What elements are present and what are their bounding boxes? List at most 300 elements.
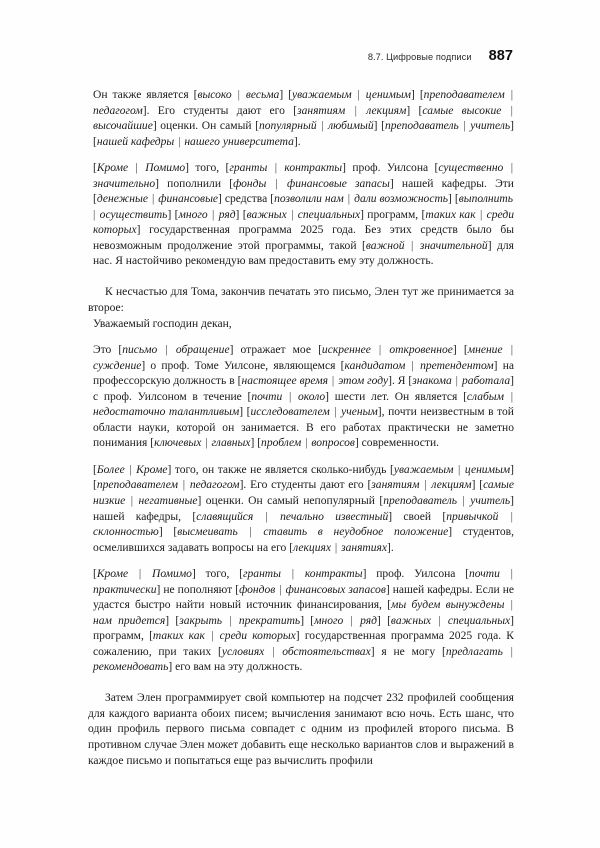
alternative-option: занятиям — [297, 104, 346, 117]
alternative-group — [248, 391, 329, 403]
bracket-open: [ — [255, 120, 259, 133]
alternative-option: славящийся — [196, 510, 254, 523]
alternative-group — [318, 344, 457, 356]
bracket-open: [ — [150, 437, 155, 450]
alternative-option: любимый — [328, 120, 374, 133]
letter-one-paragraph-2: [Кроме | Помимо] того, [гранты | контракты] проф. Уилсона [существенно | значительно] пополнили [фонды | финансовые запасы] нашей кафедры. Эти [денежные | финансовые] средства [позволили нам | дали возможность] [выполнить | осуществить] [много | ряд] [важных | специальных] программ, [таких как | среди которых] государственная программа 2025 года. Без этих средств было бы невозможным продолжение этой программы, такой [важной | значительной] для нас. Я настойчиво рекомендую вам предоставить ему эту должность. — [93, 162, 514, 268]
alternative-separator: | — [328, 375, 338, 388]
alternative-option: почти — [469, 568, 500, 581]
alternative-option: важных — [390, 614, 432, 627]
bracket-open: [ — [318, 344, 322, 357]
alternative-option: Кроме — [96, 568, 129, 581]
alternative-option: существенно — [438, 162, 504, 175]
alternative-option: специальных — [297, 208, 361, 221]
alternative-separator: | — [158, 344, 175, 357]
alternative-group — [226, 162, 346, 174]
bracket-close: ] — [168, 661, 173, 674]
alternative-group — [93, 136, 298, 148]
bracket-close: ] — [448, 526, 453, 539]
alternative-option: учитель — [470, 494, 511, 507]
alternative-option: преподаватель — [383, 494, 458, 507]
bracket-open: [ — [257, 437, 262, 450]
bracket-close: ] — [165, 614, 170, 627]
alternative-option: самые низкие — [93, 479, 514, 507]
bracket-open: [ — [418, 104, 423, 117]
alternative-option: проблем — [261, 437, 302, 450]
bracket-close: ] — [279, 89, 284, 101]
alternative-group — [93, 568, 196, 580]
alternative-option: закрыть — [179, 614, 223, 627]
bracket-close: ] — [493, 359, 498, 372]
bracket-open: [ — [454, 193, 459, 206]
alternative-option: откровенное — [389, 344, 453, 357]
alternative-option: нашего университета — [184, 135, 294, 148]
bracket-open: [ — [93, 193, 97, 206]
alternative-option: практически — [93, 583, 157, 596]
bracket-close: ] — [185, 162, 190, 175]
bracket-open: [ — [247, 390, 252, 403]
alternative-option: финансовых запасов — [285, 583, 386, 596]
bracket-close: ] — [510, 120, 514, 133]
alternative-separator: | — [175, 135, 184, 148]
bracket-close: ] — [191, 568, 196, 581]
alternative-separator: | — [208, 208, 218, 221]
alternative-option: Кроме — [96, 162, 129, 175]
bracket-open: [ — [421, 208, 426, 221]
bracket-close: ] — [389, 177, 394, 190]
bracket-open: [ — [340, 359, 345, 372]
bracket-open: [ — [225, 162, 230, 175]
alternative-group — [239, 568, 366, 580]
alternative-separator: | — [148, 193, 158, 206]
alternative-option: педагогом — [189, 479, 240, 492]
alternative-option: уважаемым — [393, 463, 454, 476]
bracket-close: ] — [136, 224, 141, 237]
alternative-option: важных — [246, 208, 287, 221]
alternative-option: преподавателем — [423, 89, 505, 101]
alternative-separator: | — [502, 104, 513, 117]
alternative-group — [288, 89, 415, 101]
alternative-separator: | — [238, 526, 263, 539]
alternative-option: привычкой — [446, 510, 499, 523]
alternative-option: лекциях — [293, 541, 331, 554]
alternative-separator: | — [499, 510, 513, 523]
alternative-option: занятиям — [371, 479, 420, 492]
bridge-paragraph: К несчастью для Тома, закончив печатать это письмо, Элен тут же принимается за второе: — [88, 286, 514, 314]
bracket-open: [ — [479, 479, 484, 492]
alternative-group — [194, 89, 284, 101]
alternative-separator: | — [281, 568, 304, 581]
alternative-option: дали возможность — [354, 193, 449, 206]
bracket-open: [ — [229, 177, 234, 190]
bracket-close: ] — [325, 390, 329, 403]
alternative-option: почти — [251, 390, 283, 403]
bracket-open: [ — [93, 479, 97, 492]
alternative-separator: | — [344, 614, 360, 627]
alternative-option: мы будем вынуждены — [391, 599, 505, 612]
bracket-close: ] — [387, 541, 391, 554]
alternative-option: недостаточно талантливым — [93, 406, 240, 419]
letter-one-paragraph-1: Он также является [высоко | весьма] [уважаемым | ценимым] [преподавателем | педагогом]. Его студенты дают его [занятиям | лекциям] [самые высокие | высочайшие] оценки. Он самый [популярный | любимый] [преподаватель | учитель] [нашей кафедры | нашего университета]. — [93, 89, 514, 148]
bracket-open: [ — [442, 510, 447, 523]
alternative-separator: | — [283, 390, 297, 403]
alternative-separator: | — [125, 463, 136, 476]
alternative-separator: | — [330, 406, 341, 419]
bracket-open: [ — [239, 568, 244, 581]
bracket-open: [ — [235, 583, 240, 596]
alternative-option: гранты — [243, 568, 281, 581]
alternative-group — [367, 479, 475, 491]
letter-two-salutation: Уважаемый господин декан, — [93, 317, 232, 330]
alternative-option: обращение — [175, 344, 230, 357]
bracket-open: [ — [310, 614, 315, 627]
bracket-close: ] — [388, 375, 392, 388]
bracket-close: ] — [360, 208, 364, 221]
alternative-separator: | — [93, 208, 99, 221]
alternative-separator: | — [267, 177, 287, 190]
alternative-separator: | — [505, 390, 514, 403]
alternative-option: ключевых — [154, 437, 202, 450]
alternative-group — [257, 437, 359, 449]
alternative-option: мнение — [467, 344, 503, 357]
alternative-option: педагогом — [93, 104, 143, 117]
alternative-separator: | — [346, 104, 366, 117]
alternative-group — [93, 479, 243, 491]
alternative-option: преподаватель — [384, 120, 459, 133]
alternative-option: занятиях — [341, 541, 388, 554]
bracket-open: [ — [192, 510, 197, 523]
alternative-group — [235, 584, 389, 596]
alternative-separator: | — [459, 120, 470, 133]
alternative-option: гранты — [229, 162, 268, 175]
alternative-group — [289, 542, 391, 554]
alternative-separator: | — [317, 120, 328, 133]
alternative-separator: | — [302, 437, 311, 450]
alternative-option: Кроме — [136, 463, 168, 476]
alternative-option: специальных — [447, 614, 511, 627]
alternative-separator: | — [178, 479, 189, 492]
alternative-option: кандидатом — [344, 359, 406, 372]
alternative-option: ряд — [360, 614, 377, 627]
bracket-close: ] — [406, 104, 411, 117]
alternative-option: высоко — [197, 89, 232, 101]
alternative-separator: | — [254, 510, 280, 523]
alternative-option: предлагать — [445, 645, 503, 658]
bracket-open: [ — [441, 645, 446, 658]
bracket-close: ] — [411, 89, 415, 101]
alternative-option: Более — [96, 463, 125, 476]
alternative-option: популярный — [258, 120, 317, 133]
alternative-option: Помимо — [152, 568, 192, 581]
bracket-open: [ — [367, 479, 372, 492]
bracket-open: [ — [379, 494, 384, 507]
running-head-section-title: 8.7. Цифровые подписи — [367, 52, 472, 62]
alternative-separator: | — [126, 494, 138, 507]
alternative-separator: | — [476, 208, 486, 221]
alternative-group — [175, 615, 304, 627]
alternative-option: самые высокие — [422, 104, 502, 117]
alternative-option: осуществить — [99, 208, 168, 221]
bracket-close: ] — [510, 463, 514, 476]
alternative-option: таких как — [425, 208, 476, 221]
alternative-group — [387, 615, 514, 627]
alternative-separator: | — [371, 344, 389, 357]
alternative-option: значительной — [419, 239, 488, 252]
bracket-close: ] — [510, 614, 515, 627]
alternative-option: много — [314, 614, 344, 627]
bracket-close: ] — [142, 104, 147, 117]
bracket-open: [ — [465, 568, 470, 581]
alternative-option: среди которых — [219, 630, 296, 643]
alternative-option: таких как — [152, 630, 205, 643]
alternative-option: финансовые — [158, 193, 219, 206]
letter-two-paragraph-3: [Кроме | Помимо] того, [гранты | контракты] проф. Уилсона [почти | практически] не пополняют [фондов | финансовых запасов] нашей кафедры. Если не удастся быстро найти новый источник финансирования, [мы будем вынуждены | нам придется] [закрыть | прекратить] [много | ряд] [важных | специальных] программ, [таких как | среди которых] государственная программа 2025 года. К сожалению, при таких [условиях | обстоятельствах] я не могу [предлагать | рекомендовать] его вам на эту должность. — [93, 568, 515, 674]
alternative-group — [243, 209, 364, 221]
alternative-separator: | — [202, 437, 211, 450]
alternative-group — [93, 162, 189, 174]
bracket-open: [ — [242, 208, 247, 221]
alternative-option: рекомендовать — [93, 661, 169, 674]
alternative-option: финансовые запасы — [287, 177, 390, 190]
alternative-option: искреннее — [321, 344, 371, 357]
alternative-option: печально известный — [280, 510, 389, 523]
alternative-separator: | — [265, 645, 282, 658]
alternative-option: претендентом — [420, 359, 494, 372]
bracket-open: [ — [149, 630, 153, 643]
bracket-open: [ — [387, 614, 391, 627]
alternative-option: уважаемым — [292, 89, 352, 101]
bracket-open: [ — [118, 344, 123, 357]
bracket-open: [ — [93, 162, 97, 175]
bracket-close: ] — [373, 120, 378, 133]
alternative-separator: | — [420, 479, 431, 492]
alternative-option: лекциям — [366, 104, 407, 117]
alternative-option: исследователем — [250, 406, 330, 419]
bracket-close: ] — [452, 344, 457, 357]
alternative-group — [118, 344, 233, 356]
bracket-close: ] — [471, 479, 476, 492]
alternative-separator: | — [268, 162, 284, 175]
alternative-separator: | — [505, 599, 513, 612]
bracket-open: [ — [434, 162, 439, 175]
alternative-group — [255, 120, 377, 132]
bracket-open: [ — [246, 406, 251, 419]
alternative-separator: | — [458, 494, 470, 507]
bracket-close: ] — [377, 406, 382, 419]
bracket-close: ] — [167, 463, 172, 476]
alternative-separator: | — [344, 193, 354, 206]
alternative-group — [310, 615, 381, 627]
alternative-group — [150, 437, 254, 449]
bracket-open: [ — [217, 645, 222, 658]
alternative-option: контракты — [284, 162, 343, 175]
alternative-option: ценимым — [464, 463, 511, 476]
alternative-separator: | — [129, 162, 145, 175]
alternative-option: позволили нам — [274, 193, 344, 206]
alternative-separator: | — [432, 614, 447, 627]
bracket-close: ] — [510, 375, 514, 388]
bracket-open: [ — [93, 135, 97, 148]
alternative-group — [270, 193, 452, 205]
alternative-separator: | — [223, 614, 238, 627]
alternative-group — [390, 464, 514, 476]
alternative-separator: | — [205, 630, 219, 643]
bracket-open: [ — [93, 568, 97, 581]
bracket-close: ] — [510, 494, 514, 507]
bracket-close: ] — [158, 526, 163, 539]
closing-paragraph: Затем Элен программирует свой компьютер на подсчет 232 профилей сообщения для каждого варианта обоих писем; вычисления занимают всю ночь. Есть шанс, что один профиль первого письма совпадет с одним из профилей второго письма. В противном случае Элен может добавить еще несколько вариантов слов и выражений в каждое письмо и попытаться еще раз вычислить профили — [88, 692, 514, 767]
alternative-option: работала — [461, 375, 511, 388]
alternative-option: ученым — [341, 406, 378, 419]
bracket-close: ] — [293, 135, 298, 148]
bracket-close: ] — [448, 193, 452, 206]
bracket-close: ] — [156, 583, 161, 596]
alternative-group — [293, 105, 410, 117]
bracket-close: ] — [250, 437, 255, 450]
alternative-option: настоящее время — [241, 375, 328, 388]
bracket-open: [ — [387, 599, 392, 612]
bracket-close: ] — [229, 344, 234, 357]
alternative-group — [362, 240, 492, 252]
alternative-option: среди которых — [93, 208, 514, 237]
alternative-separator: | — [331, 541, 341, 554]
alternative-group — [408, 375, 514, 387]
alternative-separator: | — [129, 568, 151, 581]
alternative-option: денежные — [96, 193, 148, 206]
text-column — [88, 88, 514, 769]
alternative-separator: | — [505, 89, 514, 101]
alternative-group — [341, 360, 498, 372]
alternative-option: вопросов — [311, 437, 355, 450]
alternative-option: значительно — [93, 177, 156, 190]
alternative-option: склонностью — [93, 526, 159, 539]
alternative-option: главных — [211, 437, 251, 450]
bracket-open: [ — [175, 614, 180, 627]
alternative-option: фонды — [233, 177, 267, 190]
alternative-option: около — [297, 390, 326, 403]
bracket-open: [ — [174, 208, 179, 221]
alternative-group — [192, 511, 392, 523]
alternative-separator: | — [276, 583, 285, 596]
alternative-group — [173, 526, 452, 538]
bracket-close: ] — [235, 208, 240, 221]
alternative-option: преподавателем — [96, 479, 178, 492]
alternative-group — [238, 375, 392, 387]
bracket-close: ] — [354, 437, 359, 450]
alternative-group — [247, 406, 382, 418]
bracket-open: [ — [173, 526, 178, 539]
alternative-separator: | — [500, 568, 513, 581]
alternative-group — [175, 209, 240, 221]
alternative-separator: | — [406, 359, 420, 372]
bracket-open: [ — [361, 239, 366, 252]
alternative-separator: | — [287, 208, 297, 221]
page-number: 887 — [488, 48, 513, 64]
bracket-close: ] — [239, 406, 244, 419]
bracket-close: ] — [370, 645, 375, 658]
bracket-close: ] — [167, 208, 172, 221]
bracket-close: ] — [376, 614, 381, 627]
bracket-open: [ — [237, 375, 242, 388]
alternative-option: знакома — [412, 375, 452, 388]
alternative-group — [93, 464, 171, 476]
letter-two-paragraph-2: [Более | Кроме] того, он также не является сколько-нибудь [уважаемым | ценимым] [преподавателем | педагогом]. Его студенты дают его [занятиям | лекциям] [самые низкие | негативные] оценки. Он самый непопулярный [преподаватель | учитель] нашей кафедры, [славящийся | печально известный] своей [привычкой | склонностью] [высмеивать | ставить в неудобное положение] студентов, осмелившихся задавать вопросы на его [лекциях | занятиях]. — [93, 463, 515, 554]
bracket-open: [ — [381, 120, 385, 133]
alternative-option: учитель — [470, 120, 511, 133]
alternative-option: ценимым — [365, 89, 412, 101]
alternative-option: негативные — [138, 494, 198, 507]
alternative-option: обстоятельствах — [282, 645, 371, 658]
alternative-option: контракты — [304, 568, 363, 581]
alternative-group — [381, 120, 514, 132]
alternative-separator: | — [504, 162, 513, 175]
alternative-option: высмеивать — [177, 526, 238, 539]
bracket-close: ] — [152, 120, 157, 133]
alternative-separator: | — [503, 645, 513, 658]
alternative-separator: | — [452, 375, 461, 388]
bracket-close: ] — [239, 479, 244, 492]
bracket-close: ] — [385, 583, 390, 596]
alternative-group — [229, 178, 393, 190]
alternative-option: лекциям — [431, 479, 472, 492]
alternative-option: письмо — [122, 344, 158, 357]
bracket-open: [ — [408, 375, 413, 388]
running-head — [88, 48, 513, 68]
alternative-separator: | — [454, 463, 464, 476]
bracket-close: ] — [141, 359, 146, 372]
alternative-option: выполнить — [458, 193, 513, 206]
bracket-open: [ — [463, 390, 467, 403]
bracket-close: ] — [342, 162, 346, 175]
bracket-open: [ — [193, 89, 198, 101]
bracket-open: [ — [293, 104, 298, 117]
alternative-option: фондов — [239, 583, 276, 596]
bracket-open: [ — [93, 463, 97, 476]
alternative-option: ставить в неудобное положение — [263, 526, 449, 539]
bracket-close: ] — [487, 239, 492, 252]
alternative-separator: | — [352, 89, 365, 101]
alternative-group — [93, 193, 222, 205]
alternative-option: высочайшие — [93, 120, 153, 133]
bracket-close: ] — [218, 193, 222, 206]
bracket-open: [ — [463, 344, 468, 357]
bracket-open: [ — [288, 89, 292, 101]
alternative-option: нам придется — [93, 614, 166, 627]
alternative-option: этом году — [338, 375, 389, 388]
alternative-option: прекратить — [238, 614, 301, 627]
bracket-close: ] — [388, 510, 393, 523]
bracket-open: [ — [419, 89, 424, 101]
alternative-option: условиях — [221, 645, 265, 658]
alternative-option: ряд — [218, 208, 236, 221]
alternative-option: Помимо — [145, 162, 186, 175]
alternative-option: много — [178, 208, 208, 221]
alternative-option: весьма — [245, 89, 280, 101]
alternative-separator: | — [232, 89, 245, 101]
bracket-close: ] — [362, 568, 367, 581]
alternative-separator: | — [503, 344, 514, 357]
alternative-group — [149, 630, 300, 642]
bracket-open: [ — [390, 463, 394, 476]
bracket-close: ] — [295, 630, 300, 643]
bracket-open: [ — [289, 541, 294, 554]
bracket-close: ] — [300, 614, 305, 627]
alternative-option: важной — [365, 239, 405, 252]
bracket-open: [ — [270, 193, 275, 206]
bracket-close: ] — [197, 494, 202, 507]
alternative-group — [218, 646, 375, 658]
alternative-option: нашей кафедры — [96, 135, 175, 148]
